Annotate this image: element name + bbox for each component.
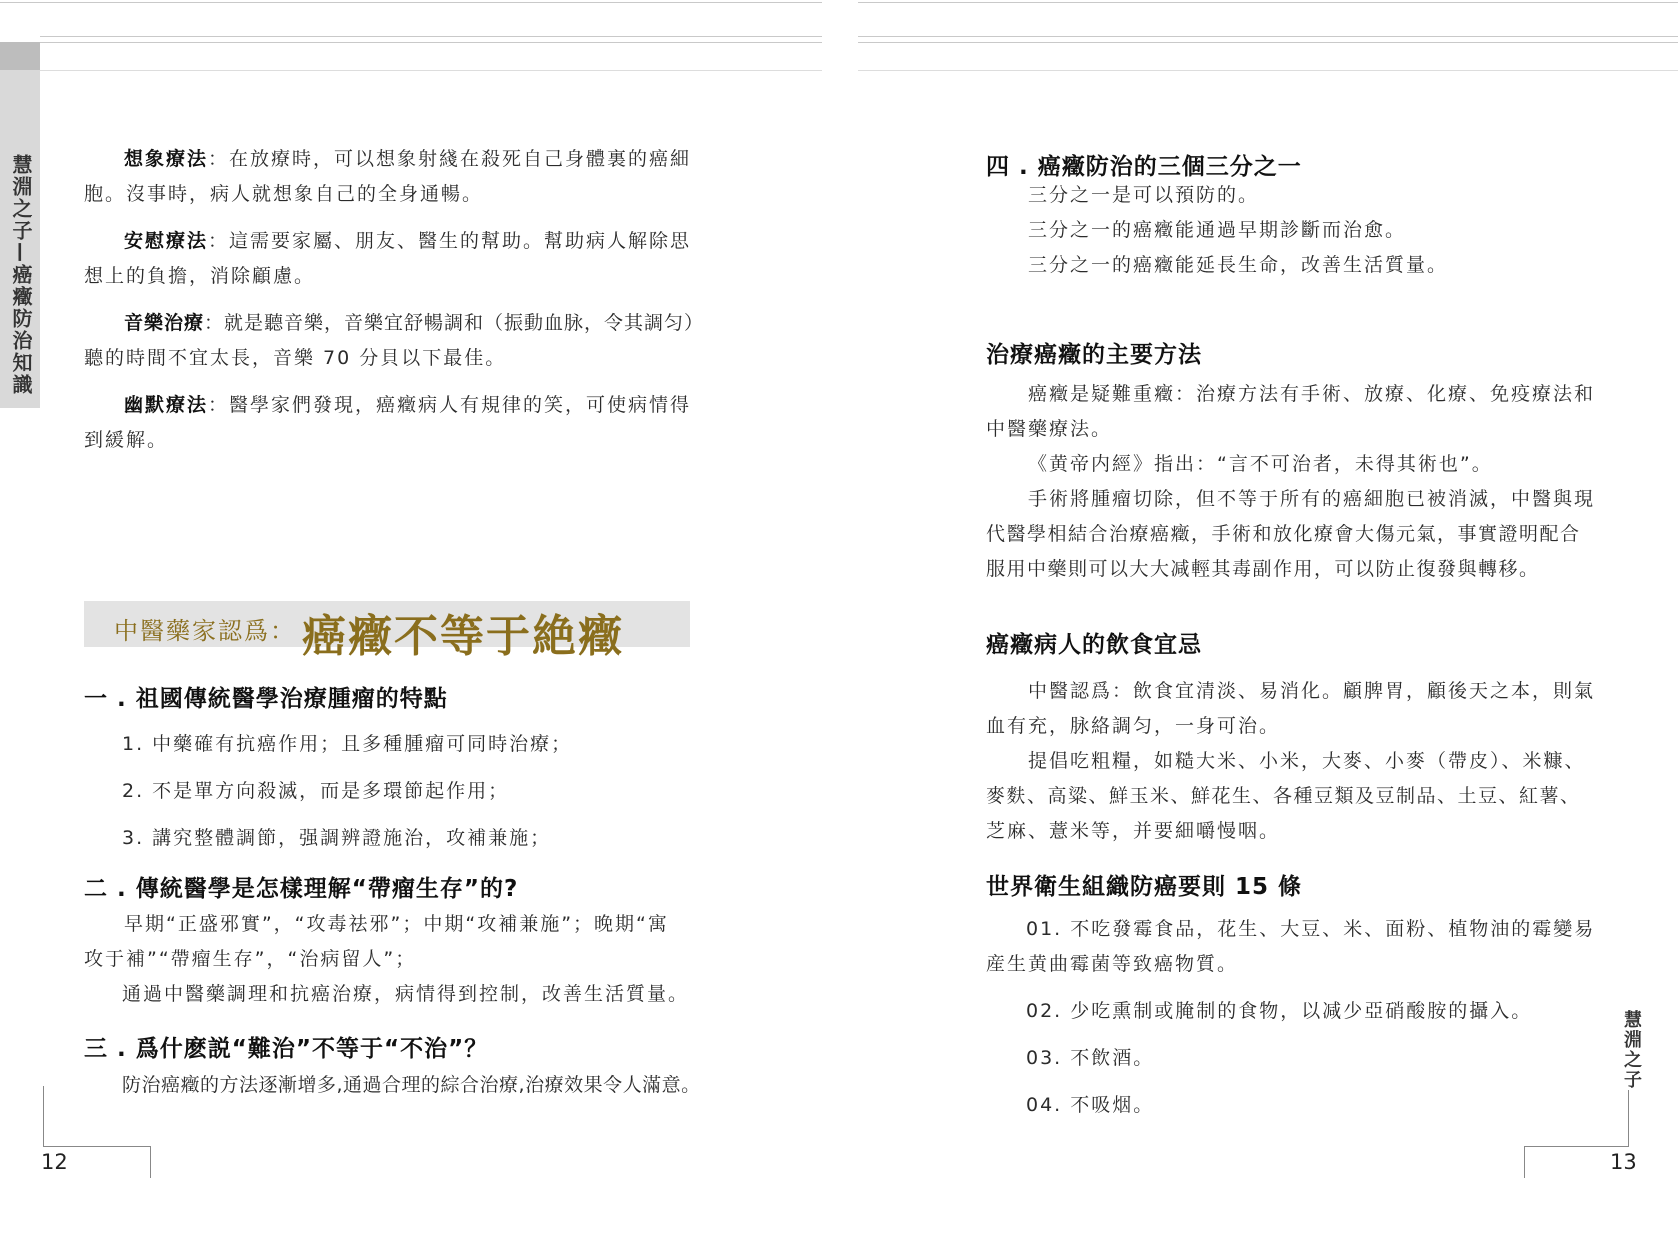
- body-line: 麥麩、高粱、鮮玉米、鮮花生、各種豆類及豆制品、土豆、紅薯、: [986, 785, 1581, 807]
- body-line: 三分之一的癌癥能延長生命，改善生活質量。: [1028, 254, 1449, 276]
- therapy-label: 想象療法: [124, 148, 209, 170]
- body-line: 提倡吃粗糧，如糙大米、小米，大麥、小麥（帶皮）、米糠、: [1028, 750, 1586, 772]
- section-heading: 四 . 癌癥防治的三個三分之一: [986, 154, 1302, 180]
- section-heading: 二 . 傳統醫學是怎樣理解“帶瘤生存”的?: [84, 876, 519, 902]
- list-item: 2. 不是單方向殺滅，而是多環節起作用；: [122, 780, 510, 802]
- side-label: 慧淵之子: [1621, 1010, 1642, 1090]
- page-number: 13: [1610, 1150, 1637, 1174]
- therapy-text: 胞。沒事時，病人就想象自己的全身通暢。: [84, 183, 484, 205]
- therapy-text: 想上的負擔，消除顧慮。: [84, 265, 316, 287]
- body-line: 癌癥是疑難重癥：治療方法有手術、放療、化療、免疫療法和: [1028, 383, 1596, 405]
- corner-rule: [150, 1146, 151, 1178]
- section-heading: 癌癥病人的飲食宜忌: [986, 632, 1202, 658]
- corner-rule: [43, 1086, 44, 1146]
- section-heading: 三 . 爲什麽説“難治”不等于“不治”？: [84, 1036, 489, 1062]
- body-line: 服用中藥則可以大大减輕其毒副作用，可以防止復發與轉移。: [986, 558, 1540, 580]
- corner-rule: [1628, 1090, 1629, 1146]
- therapy-label: 幽默療法: [124, 394, 209, 416]
- section-heading: 世界衛生組織防癌要則 15 條: [986, 874, 1303, 900]
- therapy-text: 到緩解。: [84, 429, 169, 451]
- body-line: 早期“正盛邪實”，“攻毒祛邪”；中期“攻補兼施”；晚期“寓: [124, 913, 669, 935]
- body-line: 通過中醫藥調理和抗癌治療，病情得到控制，改善生活質量。: [122, 983, 690, 1005]
- body-line: 血有充，脉絡調匀，一身可治。: [986, 715, 1281, 737]
- banner-small: 中醫藥家認爲：: [114, 617, 296, 645]
- body-line: 03. 不飲酒。: [1026, 1047, 1155, 1069]
- section-heading: 治療癌癥的主要方法: [986, 342, 1202, 368]
- body-line: 01. 不吃發霉食品，花生、大豆、米、面粉、植物油的霉變易: [1026, 918, 1596, 940]
- therapy-label: 安慰療法: [124, 230, 209, 252]
- body-line: 産生黄曲霉菌等致癌物質。: [986, 953, 1239, 975]
- therapy-text: ：醫學家們發現，癌癥病人有規律的笑，可使病情得: [208, 394, 692, 416]
- body-line: 代醫學相結合治療癌癥，手術和放化療會大傷元氣，事實證明配合: [986, 523, 1581, 545]
- list-item: 1. 中藥確有抗癌作用；且多種腫瘤可同時治療；: [122, 733, 573, 755]
- body-line: 芝麻、薏米等，并要細嚼慢咽。: [986, 820, 1281, 842]
- therapy-text: 聽的時間不宜太長，音樂 70 分貝以下最佳。: [84, 347, 507, 369]
- body-line: 中醫藥療法。: [986, 418, 1113, 440]
- body-line: 02. 少吃熏制或腌制的食物，以减少亞硝酸胺的攝入。: [1026, 1000, 1533, 1022]
- side-tab: [0, 42, 40, 408]
- therapy-text: ：在放療時，可以想象射綫在殺死自己身體裏的癌細: [208, 148, 692, 170]
- section-banner: [84, 601, 690, 662]
- section-heading: 一 . 祖國傳統醫學治療腫瘤的特點: [84, 686, 448, 712]
- body-line: 手術將腫瘤切除，但不等于所有的癌細胞已被消滅，中醫與現: [1028, 488, 1596, 510]
- body-line: 三分之一是可以預防的。: [1028, 184, 1260, 206]
- page-number: 12: [41, 1150, 68, 1174]
- body-line: 04. 不吸烟。: [1026, 1094, 1155, 1116]
- body-line: 中醫認爲：飲食宜清淡、易消化。顧脾胃，顧後天之本，則氣: [1028, 680, 1596, 702]
- body-line: 三分之一的癌癥能通過早期診斷而治愈。: [1028, 219, 1407, 241]
- therapy-text: ：就是聽音樂，音樂宜舒暢調和（振動血脉，令其調匀）: [204, 312, 705, 334]
- therapy-label: 音樂治療: [124, 312, 205, 334]
- corner-rule: [1524, 1146, 1525, 1178]
- body-line: 防治癌癥的方法逐漸增多,通過合理的綜合治療,治療效果令人滿意。: [122, 1074, 701, 1096]
- corner-rule: [43, 1146, 151, 1147]
- therapy-text: ：這需要家屬、朋友、醫生的幫助。幫助病人解除思: [208, 230, 692, 252]
- side-tab-cap: [0, 42, 40, 70]
- list-item: 3. 講究整體調節，强調辨證施治，攻補兼施；: [122, 827, 552, 849]
- side-tab-title: 慧淵之子—癌癥防治知識: [9, 154, 33, 396]
- body-line: 《黄帝内經》指出：“言不可治者，未得其術也”。: [1028, 453, 1493, 475]
- banner-large: 癌癥不等于絶癥: [302, 611, 624, 662]
- corner-rule: [1524, 1146, 1629, 1147]
- body-line: 攻于補”“帶瘤生存”，“治病留人”；: [84, 948, 417, 970]
